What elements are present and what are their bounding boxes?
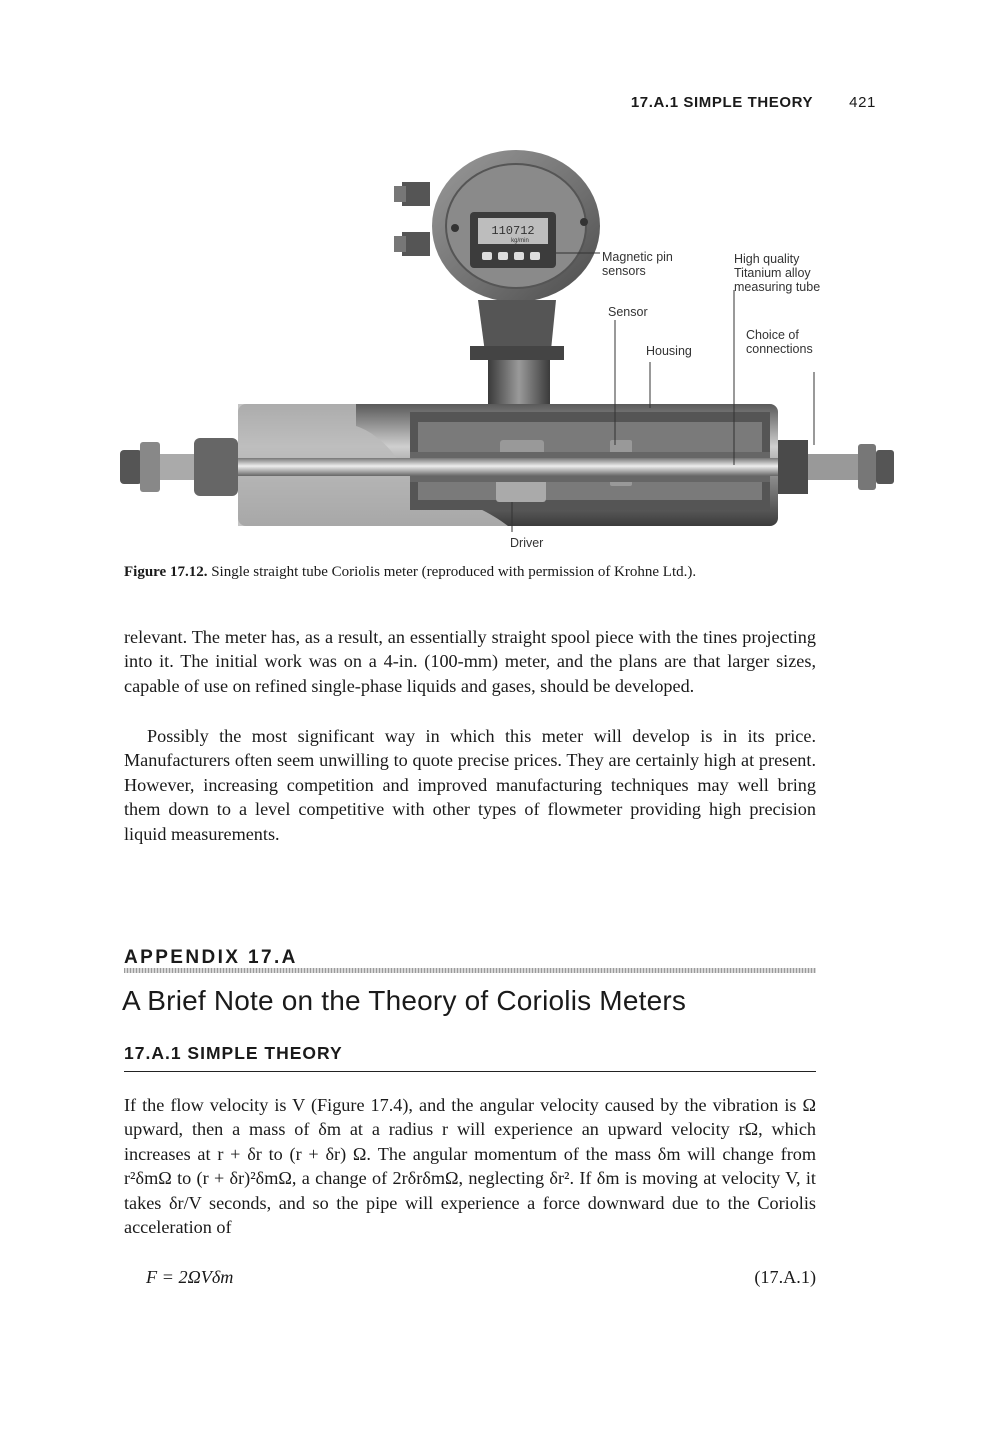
appendix-title: A Brief Note on the Theory of Coriolis Meters: [122, 985, 687, 1016]
figure-caption-text: Single straight tube Coriolis meter (reproduced with permission of Krohne Ltd.).: [211, 564, 697, 580]
body-paragraph-2: Possibly the most significant way in which this meter will develop is in its price. Manufacturers often seem unwilling to quote precise prices. They are certainly high at present. However, increasing competition and improved manufacturing techniques may well bring them down to a level competitive with other types of flowmeter providing high precision liquid measurements.: [124, 726, 816, 844]
figure-caption: [124, 564, 824, 581]
label-magnetic-pin-sensors: Magnetic pin sensors: [602, 250, 673, 278]
right-flange-connection: [778, 440, 894, 494]
equation-number: (17.A.1): [754, 1267, 816, 1287]
label-measuring-tube: High quality Titanium alloy measuring tube: [734, 252, 821, 294]
body-paragraph-1: relevant. The meter has, as a result, an essentially straight spool piece with the tines projecting into it. The initial work was on a 4-in. (100-mm) meter, and the plans are that larger sizes, capable of use on refined single-phase liquids and gases, should be developed.: [124, 627, 816, 696]
cable-gland-lower: [402, 232, 430, 256]
equation-body: F = 2ΩVδm: [146, 1267, 234, 1287]
figure-caption-number: Figure 17.12.: [124, 564, 208, 580]
label-choice-of-connections: Choice of connections: [746, 328, 813, 356]
left-flange-connection: [120, 438, 238, 496]
label-sensor: Sensor: [608, 305, 648, 319]
appendix-label: APPENDIX 17.A: [124, 947, 298, 968]
label-housing: Housing: [646, 344, 692, 358]
label-driver: Driver: [510, 536, 544, 550]
section-heading: 17.A.1 SIMPLE THEORY: [124, 1043, 343, 1063]
running-head-section: 17.A.1 SIMPLE THEORY: [630, 94, 814, 111]
equation-17-A-1: [124, 1267, 816, 1293]
lcd-unit: kg/min: [511, 238, 529, 244]
page-number: 421: [849, 94, 876, 111]
section-rule: [124, 1071, 816, 1072]
running-head: [560, 94, 876, 116]
appendix-hatched-rule: [124, 968, 816, 973]
theory-paragraph: If the flow velocity is V (Figure 17.4), and the angular velocity caused by the vibration is Ω upward, then a mass of δm at a radius r will experience an upward velocity rΩ, which increases at r + δr to (r + δr) Ω. The angular momentum of the mass δm will change from r²δmΩ to (r + δr)²δmΩ, a change of 2rδrδmΩ, neglecting δr². If δm is moving at velocity V, it takes δr/V seconds, and so the pipe will experience a force downward due to the Coriolis acceleration of: [124, 1095, 816, 1238]
lcd-reading: 110712: [491, 224, 535, 238]
housing-neck: [488, 360, 550, 410]
transmitter-head: [394, 150, 600, 302]
cable-gland-upper: [402, 182, 430, 206]
coriolis-meter-figure: [110, 140, 900, 560]
